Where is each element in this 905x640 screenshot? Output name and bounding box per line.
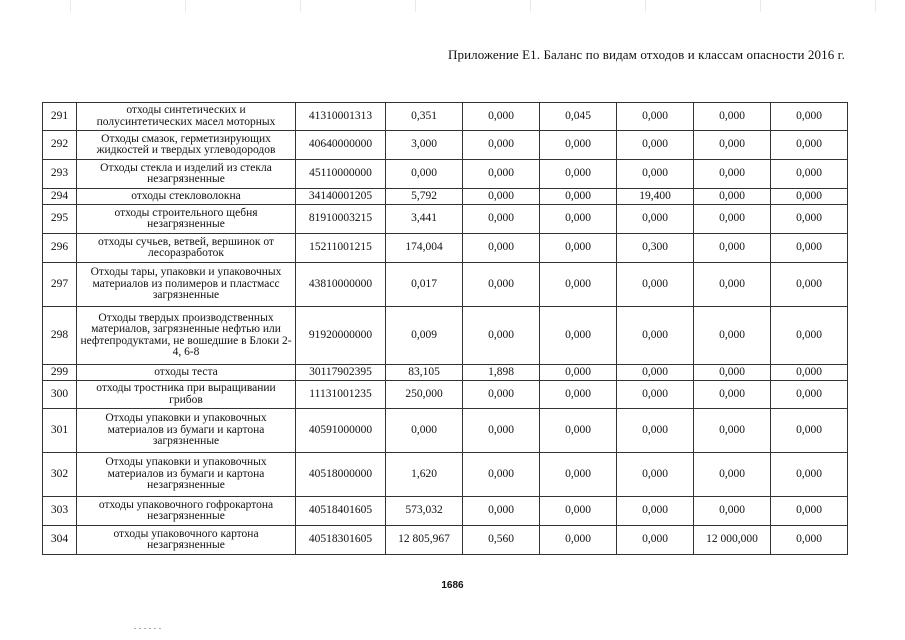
value-cell: 0,000 — [771, 526, 848, 555]
value-cell: 0,000 — [540, 234, 617, 263]
fkko-code-cell: 81910003215 — [296, 205, 386, 234]
value-cell: 0,000 — [694, 307, 771, 365]
value-cell: 12 000,000 — [694, 526, 771, 555]
table-body — [43, 103, 848, 555]
value-cell: 0,000 — [463, 131, 540, 160]
row-number-cell: 303 — [43, 497, 77, 526]
value-cell: 0,000 — [463, 263, 540, 307]
value-cell: 0,000 — [540, 307, 617, 365]
value-cell: 0,000 — [463, 453, 540, 497]
row-number-cell: 296 — [43, 234, 77, 263]
value-cell: 0,000 — [694, 381, 771, 409]
margin-mark — [134, 628, 162, 629]
page-number: 1686 — [441, 580, 464, 591]
value-cell: 0,000 — [540, 453, 617, 497]
waste-name-cell: отходы теста — [77, 365, 296, 381]
value-cell: 1,620 — [386, 453, 463, 497]
waste-name-cell: отходы стекловолокна — [77, 189, 296, 205]
fkko-code-cell: 40591000000 — [296, 409, 386, 453]
value-cell: 0,000 — [771, 131, 848, 160]
fkko-code-cell: 40640000000 — [296, 131, 386, 160]
row-number-cell: 298 — [43, 307, 77, 365]
value-cell: 12 805,967 — [386, 526, 463, 555]
table-row — [43, 234, 848, 263]
value-cell: 0,000 — [694, 189, 771, 205]
row-number-cell: 299 — [43, 365, 77, 381]
waste-name-cell: отходы строительного щебня незагрязненные — [77, 205, 296, 234]
value-cell: 0,000 — [463, 381, 540, 409]
value-cell: 0,000 — [540, 131, 617, 160]
value-cell: 83,105 — [386, 365, 463, 381]
value-cell: 0,000 — [617, 205, 694, 234]
value-cell: 5,792 — [386, 189, 463, 205]
value-cell: 573,032 — [386, 497, 463, 526]
value-cell: 0,000 — [540, 497, 617, 526]
row-number-cell: 302 — [43, 453, 77, 497]
value-cell: 0,000 — [540, 189, 617, 205]
row-number-cell: 292 — [43, 131, 77, 160]
row-number-cell: 304 — [43, 526, 77, 555]
fkko-code-cell: 11131001235 — [296, 381, 386, 409]
table-row — [43, 189, 848, 205]
value-cell: 0,000 — [694, 103, 771, 131]
value-cell: 0,000 — [771, 497, 848, 526]
value-cell: 0,000 — [540, 160, 617, 189]
value-cell: 0,000 — [386, 409, 463, 453]
value-cell: 0,000 — [463, 160, 540, 189]
waste-balance-table — [42, 102, 848, 555]
fkko-code-cell: 45110000000 — [296, 160, 386, 189]
value-cell: 0,000 — [694, 205, 771, 234]
page-caption: Приложение Е1. Баланс по видам отходов и классам опасности 2016 г. — [448, 47, 845, 62]
row-number-cell: 294 — [43, 189, 77, 205]
fkko-code-cell: 15211001215 — [296, 234, 386, 263]
value-cell: 0,000 — [617, 381, 694, 409]
value-cell: 0,000 — [540, 365, 617, 381]
fkko-code-cell: 40518301605 — [296, 526, 386, 555]
value-cell: 0,000 — [771, 263, 848, 307]
value-cell: 0,000 — [617, 263, 694, 307]
fkko-code-cell: 41310001313 — [296, 103, 386, 131]
value-cell: 0,000 — [463, 497, 540, 526]
value-cell: 0,000 — [463, 205, 540, 234]
value-cell: 0,351 — [386, 103, 463, 131]
table-row — [43, 307, 848, 365]
waste-name-cell: отходы упаковочного гофрокартона незагрязненные — [77, 497, 296, 526]
value-cell: 0,000 — [540, 205, 617, 234]
value-cell: 19,400 — [617, 189, 694, 205]
value-cell: 3,000 — [386, 131, 463, 160]
row-number-cell: 300 — [43, 381, 77, 409]
value-cell: 0,000 — [771, 189, 848, 205]
row-number-cell: 297 — [43, 263, 77, 307]
value-cell: 0,000 — [771, 365, 848, 381]
value-cell: 250,000 — [386, 381, 463, 409]
value-cell: 0,000 — [771, 160, 848, 189]
value-cell: 0,000 — [540, 526, 617, 555]
value-cell: 0,000 — [463, 409, 540, 453]
waste-name-cell: Отходы тары, упаковки и упаковочных материалов из полимеров и пластмасс загрязненные — [77, 263, 296, 307]
fkko-code-cell: 30117902395 — [296, 365, 386, 381]
value-cell: 0,000 — [540, 263, 617, 307]
row-number-cell: 291 — [43, 103, 77, 131]
table-row — [43, 103, 848, 131]
fkko-code-cell: 40518000000 — [296, 453, 386, 497]
waste-name-cell: Отходы упаковки и упаковочных материалов из бумаги и картона незагрязненные — [77, 453, 296, 497]
value-cell: 3,441 — [386, 205, 463, 234]
waste-name-cell: Отходы твердых производственных материалов, загрязненные нефтью или нефтепродуктами, не вошедшие в Блоки 2-4, 6-8 — [77, 307, 296, 365]
table-row — [43, 205, 848, 234]
value-cell: 0,000 — [617, 526, 694, 555]
value-cell: 0,000 — [463, 307, 540, 365]
table-row — [43, 131, 848, 160]
value-cell: 0,017 — [386, 263, 463, 307]
value-cell: 0,000 — [771, 307, 848, 365]
value-cell: 0,000 — [694, 160, 771, 189]
value-cell: 0,000 — [694, 131, 771, 160]
value-cell: 0,300 — [617, 234, 694, 263]
fkko-code-cell: 34140001205 — [296, 189, 386, 205]
value-cell: 174,004 — [386, 234, 463, 263]
waste-name-cell: отходы сучьев, ветвей, вершинок от лесоразработок — [77, 234, 296, 263]
waste-name-cell: Отходы упаковки и упаковочных материалов из бумаги и картона загрязненные — [77, 409, 296, 453]
value-cell: 0,560 — [463, 526, 540, 555]
waste-name-cell: отходы синтетических и полусинтетических масел моторных — [77, 103, 296, 131]
value-cell: 0,000 — [617, 409, 694, 453]
value-cell: 0,000 — [771, 381, 848, 409]
waste-name-cell: отходы тростника при выращивании грибов — [77, 381, 296, 409]
value-cell: 0,000 — [463, 234, 540, 263]
table-row — [43, 365, 848, 381]
waste-name-cell: Отходы смазок, герметизирующих жидкостей и твердых углеводородов — [77, 131, 296, 160]
value-cell: 0,000 — [617, 307, 694, 365]
table-row — [43, 453, 848, 497]
fkko-code-cell: 40518401605 — [296, 497, 386, 526]
value-cell: 0,000 — [771, 409, 848, 453]
table-row — [43, 160, 848, 189]
value-cell: 0,000 — [771, 453, 848, 497]
fkko-code-cell: 91920000000 — [296, 307, 386, 365]
table-row — [43, 263, 848, 307]
value-cell: 0,000 — [540, 409, 617, 453]
table-row — [43, 409, 848, 453]
fkko-code-cell: 43810000000 — [296, 263, 386, 307]
value-cell: 0,000 — [771, 103, 848, 131]
value-cell: 0,000 — [463, 103, 540, 131]
value-cell: 0,000 — [617, 365, 694, 381]
value-cell: 1,898 — [463, 365, 540, 381]
value-cell: 0,000 — [463, 189, 540, 205]
row-number-cell: 293 — [43, 160, 77, 189]
table-row — [43, 497, 848, 526]
value-cell: 0,000 — [771, 234, 848, 263]
value-cell: 0,000 — [694, 234, 771, 263]
table-row — [43, 381, 848, 409]
scan-noise — [0, 0, 905, 12]
value-cell: 0,000 — [694, 497, 771, 526]
value-cell: 0,000 — [771, 205, 848, 234]
value-cell: 0,000 — [694, 453, 771, 497]
value-cell: 0,000 — [617, 160, 694, 189]
value-cell: 0,000 — [617, 131, 694, 160]
value-cell: 0,000 — [617, 453, 694, 497]
value-cell: 0,000 — [540, 381, 617, 409]
value-cell: 0,000 — [694, 409, 771, 453]
value-cell: 0,000 — [386, 160, 463, 189]
value-cell: 0,000 — [694, 365, 771, 381]
waste-name-cell: Отходы стекла и изделий из стекла незагрязненные — [77, 160, 296, 189]
value-cell: 0,000 — [617, 103, 694, 131]
value-cell: 0,000 — [694, 263, 771, 307]
value-cell: 0,000 — [617, 497, 694, 526]
row-number-cell: 301 — [43, 409, 77, 453]
value-cell: 0,009 — [386, 307, 463, 365]
value-cell: 0,045 — [540, 103, 617, 131]
row-number-cell: 295 — [43, 205, 77, 234]
table-row — [43, 526, 848, 555]
waste-name-cell: отходы упаковочного картона незагрязненные — [77, 526, 296, 555]
